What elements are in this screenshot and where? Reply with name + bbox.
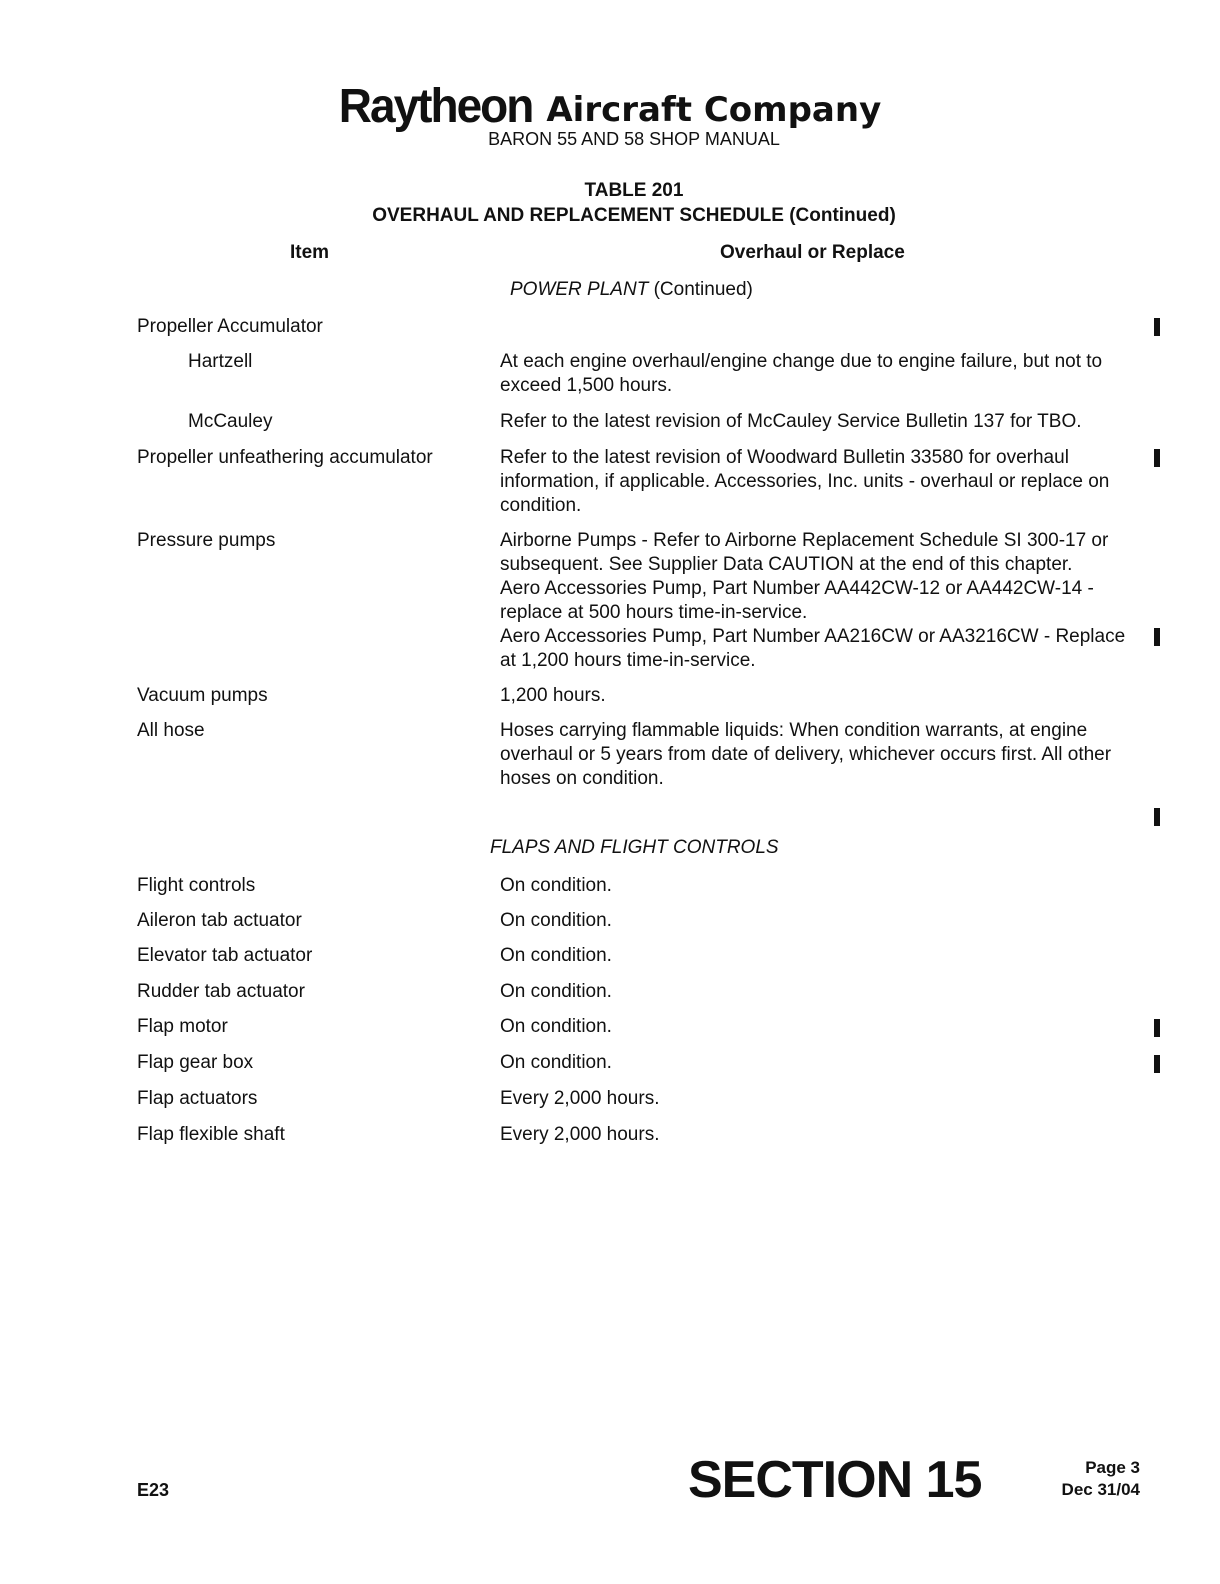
change-bar xyxy=(1154,449,1160,467)
change-bar xyxy=(1154,808,1160,826)
row-description: At each engine overhaul/engine change due to engine failure, but not to exceed 1,500 hours. xyxy=(500,351,1103,396)
row-item: Propeller unfeathering accumulator xyxy=(137,447,433,468)
table-number: TABLE 201 xyxy=(584,180,684,201)
section-heading-flaps: FLAPS AND FLIGHT CONTROLS xyxy=(490,837,779,858)
section-heading-power-plant-title: POWER PLANT xyxy=(510,279,649,300)
change-bar xyxy=(1154,1019,1160,1037)
row-item: Vacuum pumps xyxy=(137,685,268,706)
change-bar xyxy=(1154,628,1160,646)
row-description: Airborne Pumps - Refer to Airborne Replacement Schedule SI 300-17 or subsequent. See Supplier Data CAUTION at the end of this chapter. Aero Accessories Pump, Part Number AA442CW-12 or AA442CW-14 - replace at 500 hours time-in-service. Aero Accessories Pump, Part Number AA216CW or AA3216CW - Replace at 1,200 hours time-in-service. xyxy=(500,530,1126,671)
row-item: Propeller Accumulator xyxy=(137,316,323,337)
row-description: Every 2,000 hours. xyxy=(500,1124,660,1145)
row-description: Refer to the latest revision of Woodward Bulletin 33580 for overhaul information, if applicable. Accessories, Inc. units - overhaul or replace on condition. xyxy=(500,447,1110,516)
change-bar xyxy=(1154,318,1160,336)
company-logo xyxy=(0,78,1220,132)
column-header-overhaul: Overhaul or Replace xyxy=(720,242,905,263)
change-bar xyxy=(1154,1055,1160,1073)
row-item: Flap actuators xyxy=(137,1088,258,1109)
row-item: Rudder tab actuator xyxy=(137,981,305,1002)
footer-date: Dec 31/04 xyxy=(1061,1480,1140,1499)
footer-page-number: Page 3 xyxy=(1085,1458,1140,1477)
row-item: Elevator tab actuator xyxy=(137,945,313,966)
row-description: On condition. xyxy=(500,910,612,931)
row-description: On condition. xyxy=(500,875,612,896)
row-item: Flap gear box xyxy=(137,1052,254,1073)
brand-name: Raytheon xyxy=(338,77,533,133)
row-item: Hartzell xyxy=(188,351,253,372)
row-description: Every 2,000 hours. xyxy=(500,1088,660,1109)
row-description: Refer to the latest revision of McCauley Service Bulletin 137 for TBO. xyxy=(500,411,1082,432)
row-item: McCauley xyxy=(188,411,273,432)
row-description: On condition. xyxy=(500,1052,612,1073)
row-item: Flap motor xyxy=(137,1016,228,1037)
footer-page-info xyxy=(1040,1457,1140,1501)
row-item: Flap flexible shaft xyxy=(137,1124,285,1145)
row-item: Flight controls xyxy=(137,875,256,896)
row-item: Aileron tab actuator xyxy=(137,910,302,931)
row-description: Hoses carrying flammable liquids: When condition warrants, at engine overhaul or 5 years from date of delivery, whichever occurs first. All other hoses on condition. xyxy=(500,720,1112,789)
manual-title: BARON 55 AND 58 SHOP MANUAL xyxy=(488,129,780,149)
row-description: 1,200 hours. xyxy=(500,685,606,706)
row-description: On condition. xyxy=(500,1016,612,1037)
row-description: On condition. xyxy=(500,945,612,966)
footer-section: SECTION 15 xyxy=(688,1451,982,1509)
row-item: All hose xyxy=(137,720,205,741)
brand-subtitle: Aircraft Company xyxy=(546,90,882,130)
column-header-item: Item xyxy=(290,242,330,263)
row-description: On condition. xyxy=(500,981,612,1002)
table-title: OVERHAUL AND REPLACEMENT SCHEDULE (Continued) xyxy=(372,205,896,226)
row-item: Pressure pumps xyxy=(137,530,276,551)
footer-code: E23 xyxy=(137,1480,170,1500)
section-heading-power-plant xyxy=(510,279,753,301)
section-heading-power-plant-suffix: (Continued) xyxy=(648,279,753,300)
